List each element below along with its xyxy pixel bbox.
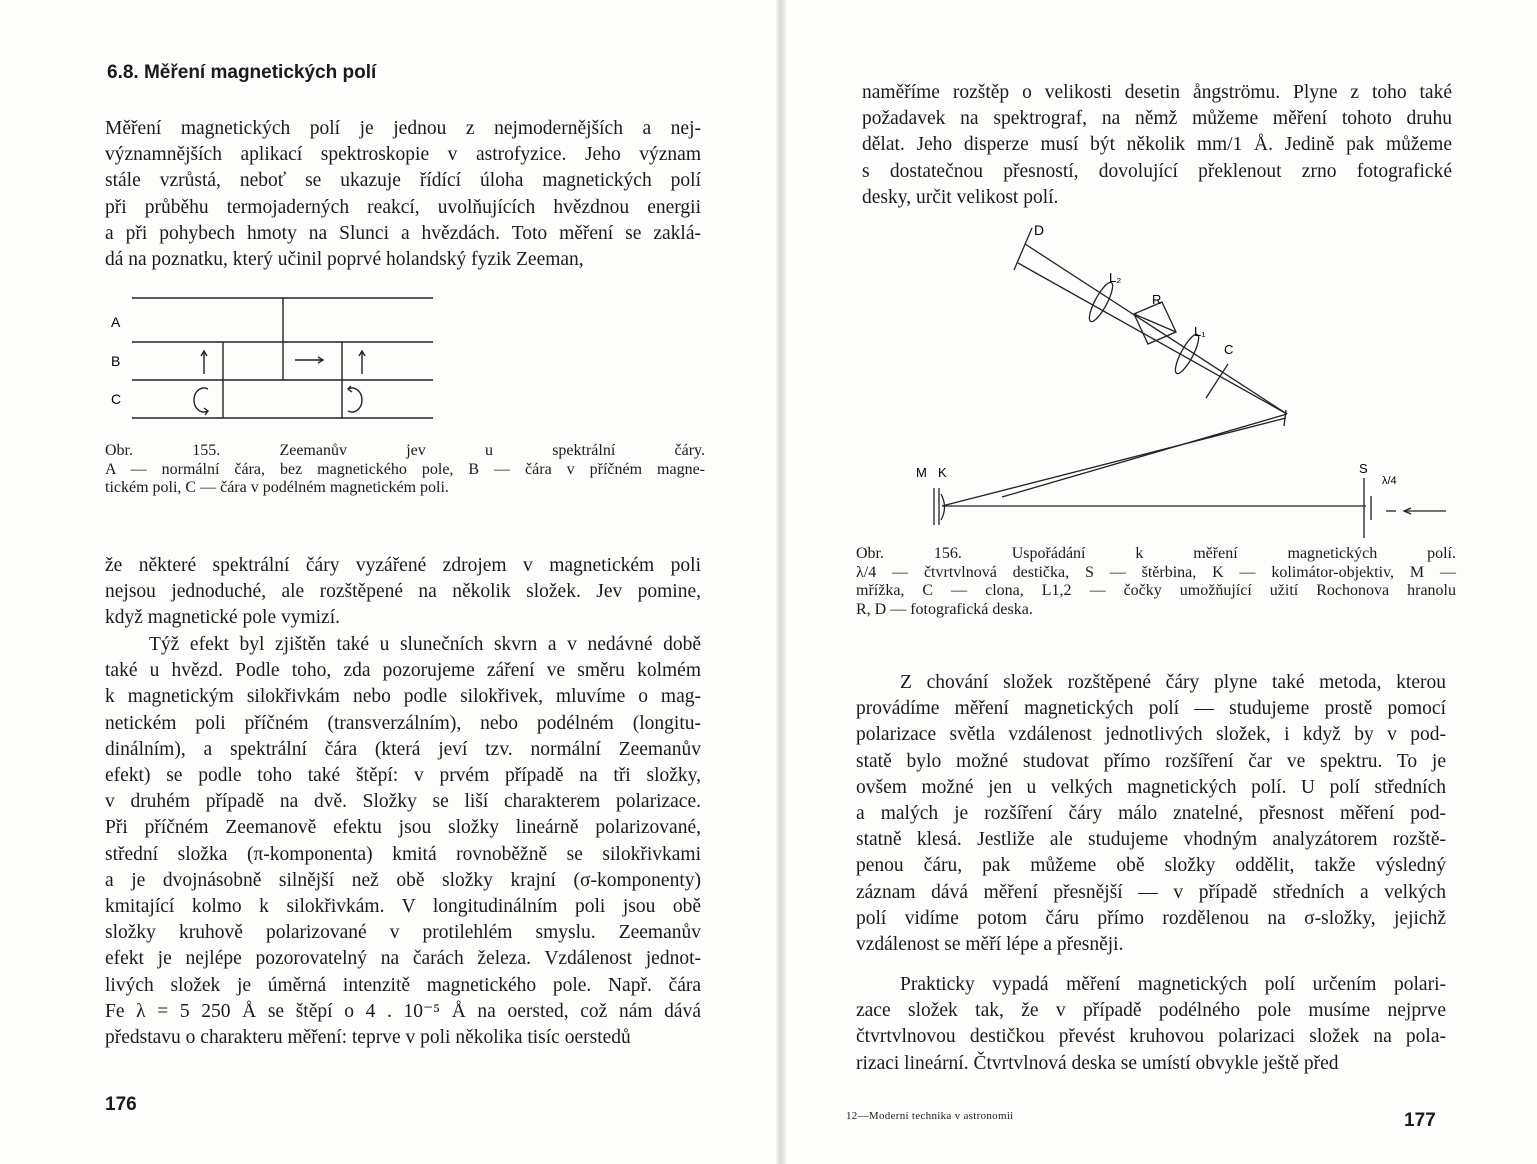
text-line: záznam dává měření přesnější — v případě středních a velkých	[856, 881, 1446, 903]
text-line: livých složek je úměrná intenzitě magnetického pole. Např. čára	[105, 974, 701, 996]
text-line: a malých je rozšíření čáry málo znatelné, přesnost měření pod-	[856, 803, 1446, 825]
left-paragraph-2	[105, 553, 701, 632]
figure-156-label-k: K	[938, 465, 947, 480]
text-line: R, D — fotografická deska.	[856, 600, 1033, 618]
figure-155-label-a: A	[111, 314, 121, 330]
right-page	[786, 0, 1537, 1164]
right-paragraph-3	[856, 972, 1446, 1077]
figure-156-label-l2: L₂	[1109, 270, 1122, 285]
page-number-left: 176	[105, 1094, 137, 1115]
text-line: významnějších aplikací spektroskopie v astrofyzice. Jeho význam	[105, 144, 701, 166]
text-line: vzdálenost se měří lépe a přesněji.	[856, 934, 1124, 956]
text-line: zace složek tak, že v případě podélného pole musíme nejprve	[856, 1000, 1446, 1022]
text-line: netickém poli příčném (transverzálním), nebo podélném (longitu-	[105, 712, 701, 734]
figure-156-label-m: M	[916, 465, 927, 480]
book-gutter	[776, 0, 786, 1164]
text-line: když magnetické pole vymizí.	[105, 607, 341, 629]
text-line: penou čáru, pak můžeme obě složky oddělit, takže výsledný	[856, 855, 1446, 877]
text-line: provádíme měření magnetických polí — studujeme prostě pomocí	[856, 698, 1446, 720]
text-line: stále vzrůstá, neboť se ukazuje řídící úloha magnetických polí	[105, 170, 701, 192]
text-line: Prakticky vypadá měření magnetických polí určením polari-	[900, 974, 1446, 995]
right-paragraph-2	[856, 670, 1446, 958]
right-paragraph-1	[862, 80, 1452, 211]
figure-156-label-d: D	[1034, 222, 1045, 238]
footer-signature: 12—Moderní technika v astronomii	[846, 1110, 1014, 1122]
figure-156-label-s: S	[1359, 461, 1368, 476]
text-line: Při příčném Zeemanově efektu jsou složky lineárně polarizované,	[105, 817, 701, 839]
text-line: dělat. Jeho disperze musí být několik mm/1 Å. Jedině pak můžeme	[862, 134, 1452, 156]
text-line: rizaci lineární. Čtvrtvlnová deska se umístí obvykle ještě před	[856, 1052, 1339, 1074]
text-line: polí vidíme potom čáru přímo rozdělenou na σ-složky, jejichž	[856, 907, 1446, 929]
text-line: v druhém případě na dvě. Složky se liší charakterem polarizace.	[105, 791, 701, 813]
figure-155-label-c: C	[111, 391, 122, 407]
text-line: Fe λ = 5 250 Å se štěpí o 4 . 10⁻⁵ Å na oersted, což nám dává	[105, 1000, 701, 1022]
text-line: efekt) se podle toho také štěpí: v prvém případě na tři složky,	[105, 765, 701, 787]
text-line: statně klesá. Jestliže ale studujeme vhodným analyzátorem rozště-	[856, 829, 1446, 851]
text-line: A — normální čára, bez magnetického pole, B — čára v příčném magne-	[105, 460, 705, 478]
figure-156-label-r: R	[1152, 292, 1162, 307]
figure-155-zeeman-diagram	[105, 290, 440, 425]
text-line: efekt je nejlépe pozorovatelný na čarách železa. Vzdálenost jednot-	[105, 948, 701, 970]
text-line: a při pohybech hmoty na Slunci a hvězdách. Toto měření se zaklá-	[105, 222, 701, 244]
text-line: k magnetickým silokřivkám nebo podle silokřivek, mluvíme o mag-	[105, 686, 701, 708]
text-line: Obr. 156. Uspořádání k měření magnetických polí.	[856, 545, 1456, 562]
left-paragraph-1	[105, 116, 701, 273]
text-line: desky, určit velikost polí.	[862, 186, 1059, 208]
text-line: střední složka (π-komponenta) kmitá rovnoběžně se silokřivkami	[105, 843, 701, 865]
text-line: λ/4 — čtvrtvlnová destička, S — štěrbina, K — kolimátor-objektiv, M —	[856, 563, 1456, 581]
text-line: mřížka, C — clona, L1,2 — čočky umožňující užití Rochonova hranolu	[856, 582, 1456, 599]
page-number-right: 177	[1404, 1110, 1436, 1131]
text-line: dinálním), a spektrální čára (která jeví tzv. normální Zeemanův	[105, 738, 701, 760]
figure-156-label-quarter-wave: λ/4	[1382, 475, 1397, 487]
figure-156-apparatus-diagram	[906, 220, 1456, 550]
figure-155-caption	[105, 442, 705, 498]
text-line: Týž efekt byl zjištěn také u slunečních skvrn a v nedávné době	[149, 634, 701, 655]
figure-156-caption	[856, 545, 1456, 619]
text-line: při průběhu termojaderných reakcí, uvolňujících hvězdnou energii	[105, 196, 701, 218]
text-line: čtvrtvlnovou destičkou převést kruhovou polarizaci složek na pola-	[856, 1026, 1446, 1048]
text-line: Měření magnetických polí je jednou z nejmodernějších a nej-	[105, 118, 701, 139]
text-line: tickém poli, C — čára v podélném magnetickém poli.	[105, 479, 449, 496]
text-line: také u hvězd. Podle toho, zda pozorujeme záření ve směru kolmém	[105, 660, 701, 682]
figure-155-label-b: B	[111, 353, 121, 369]
text-line: složky kruhově polarizované v protilehlém smyslu. Zeemanův	[105, 922, 701, 944]
text-line: Obr. 155. Zeemanův jev u spektrální čáry.	[105, 442, 705, 459]
text-line: požadavek na spektrograf, na němž můžeme měření tohoto druhu	[862, 108, 1452, 130]
section-title: 6.8. Měření magnetických polí	[107, 62, 377, 83]
figure-156-label-c: C	[1224, 342, 1234, 357]
left-paragraph-3	[105, 632, 701, 1051]
text-line: s dostatečnou přesností, dovolující překlenout zrno fotografické	[862, 160, 1452, 182]
text-line: kmitající kolmo k silokřivkám. V longitudinálním poli jsou obě	[105, 896, 701, 918]
text-line: že některé spektrální čáry vyzářené zdrojem v magnetickém poli	[105, 555, 701, 576]
text-line: polarizace světla vzdálenost jednotlivých složek, i když by v pod-	[856, 724, 1446, 746]
figure-156-label-l1: L₁	[1194, 324, 1206, 339]
text-line: statě bylo možné studovat přímo rozšíření čar ve spektru. To je	[856, 750, 1446, 772]
text-line: naměříme rozštěp o velikosti desetin ångströmu. Plyne z toho také	[862, 82, 1452, 103]
text-line: a je dvojnásobně silnější než obě složky krajní (σ-komponenty)	[105, 869, 701, 891]
text-line: představu o charakteru měření: teprve v poli několika tisíc oerstedů	[105, 1027, 631, 1049]
text-line: ovšem možné jen u velkých magnetických polí. U polí středních	[856, 776, 1446, 798]
text-line: nejsou jednoduché, ale rozštěpené na několik složek. Jev pomine,	[105, 581, 701, 603]
text-line: Z chování složek rozštěpené čáry plyne také metoda, kterou	[900, 672, 1446, 693]
text-line: dá na poznatku, který učinil poprvé holandský fyzik Zeeman,	[105, 249, 584, 271]
